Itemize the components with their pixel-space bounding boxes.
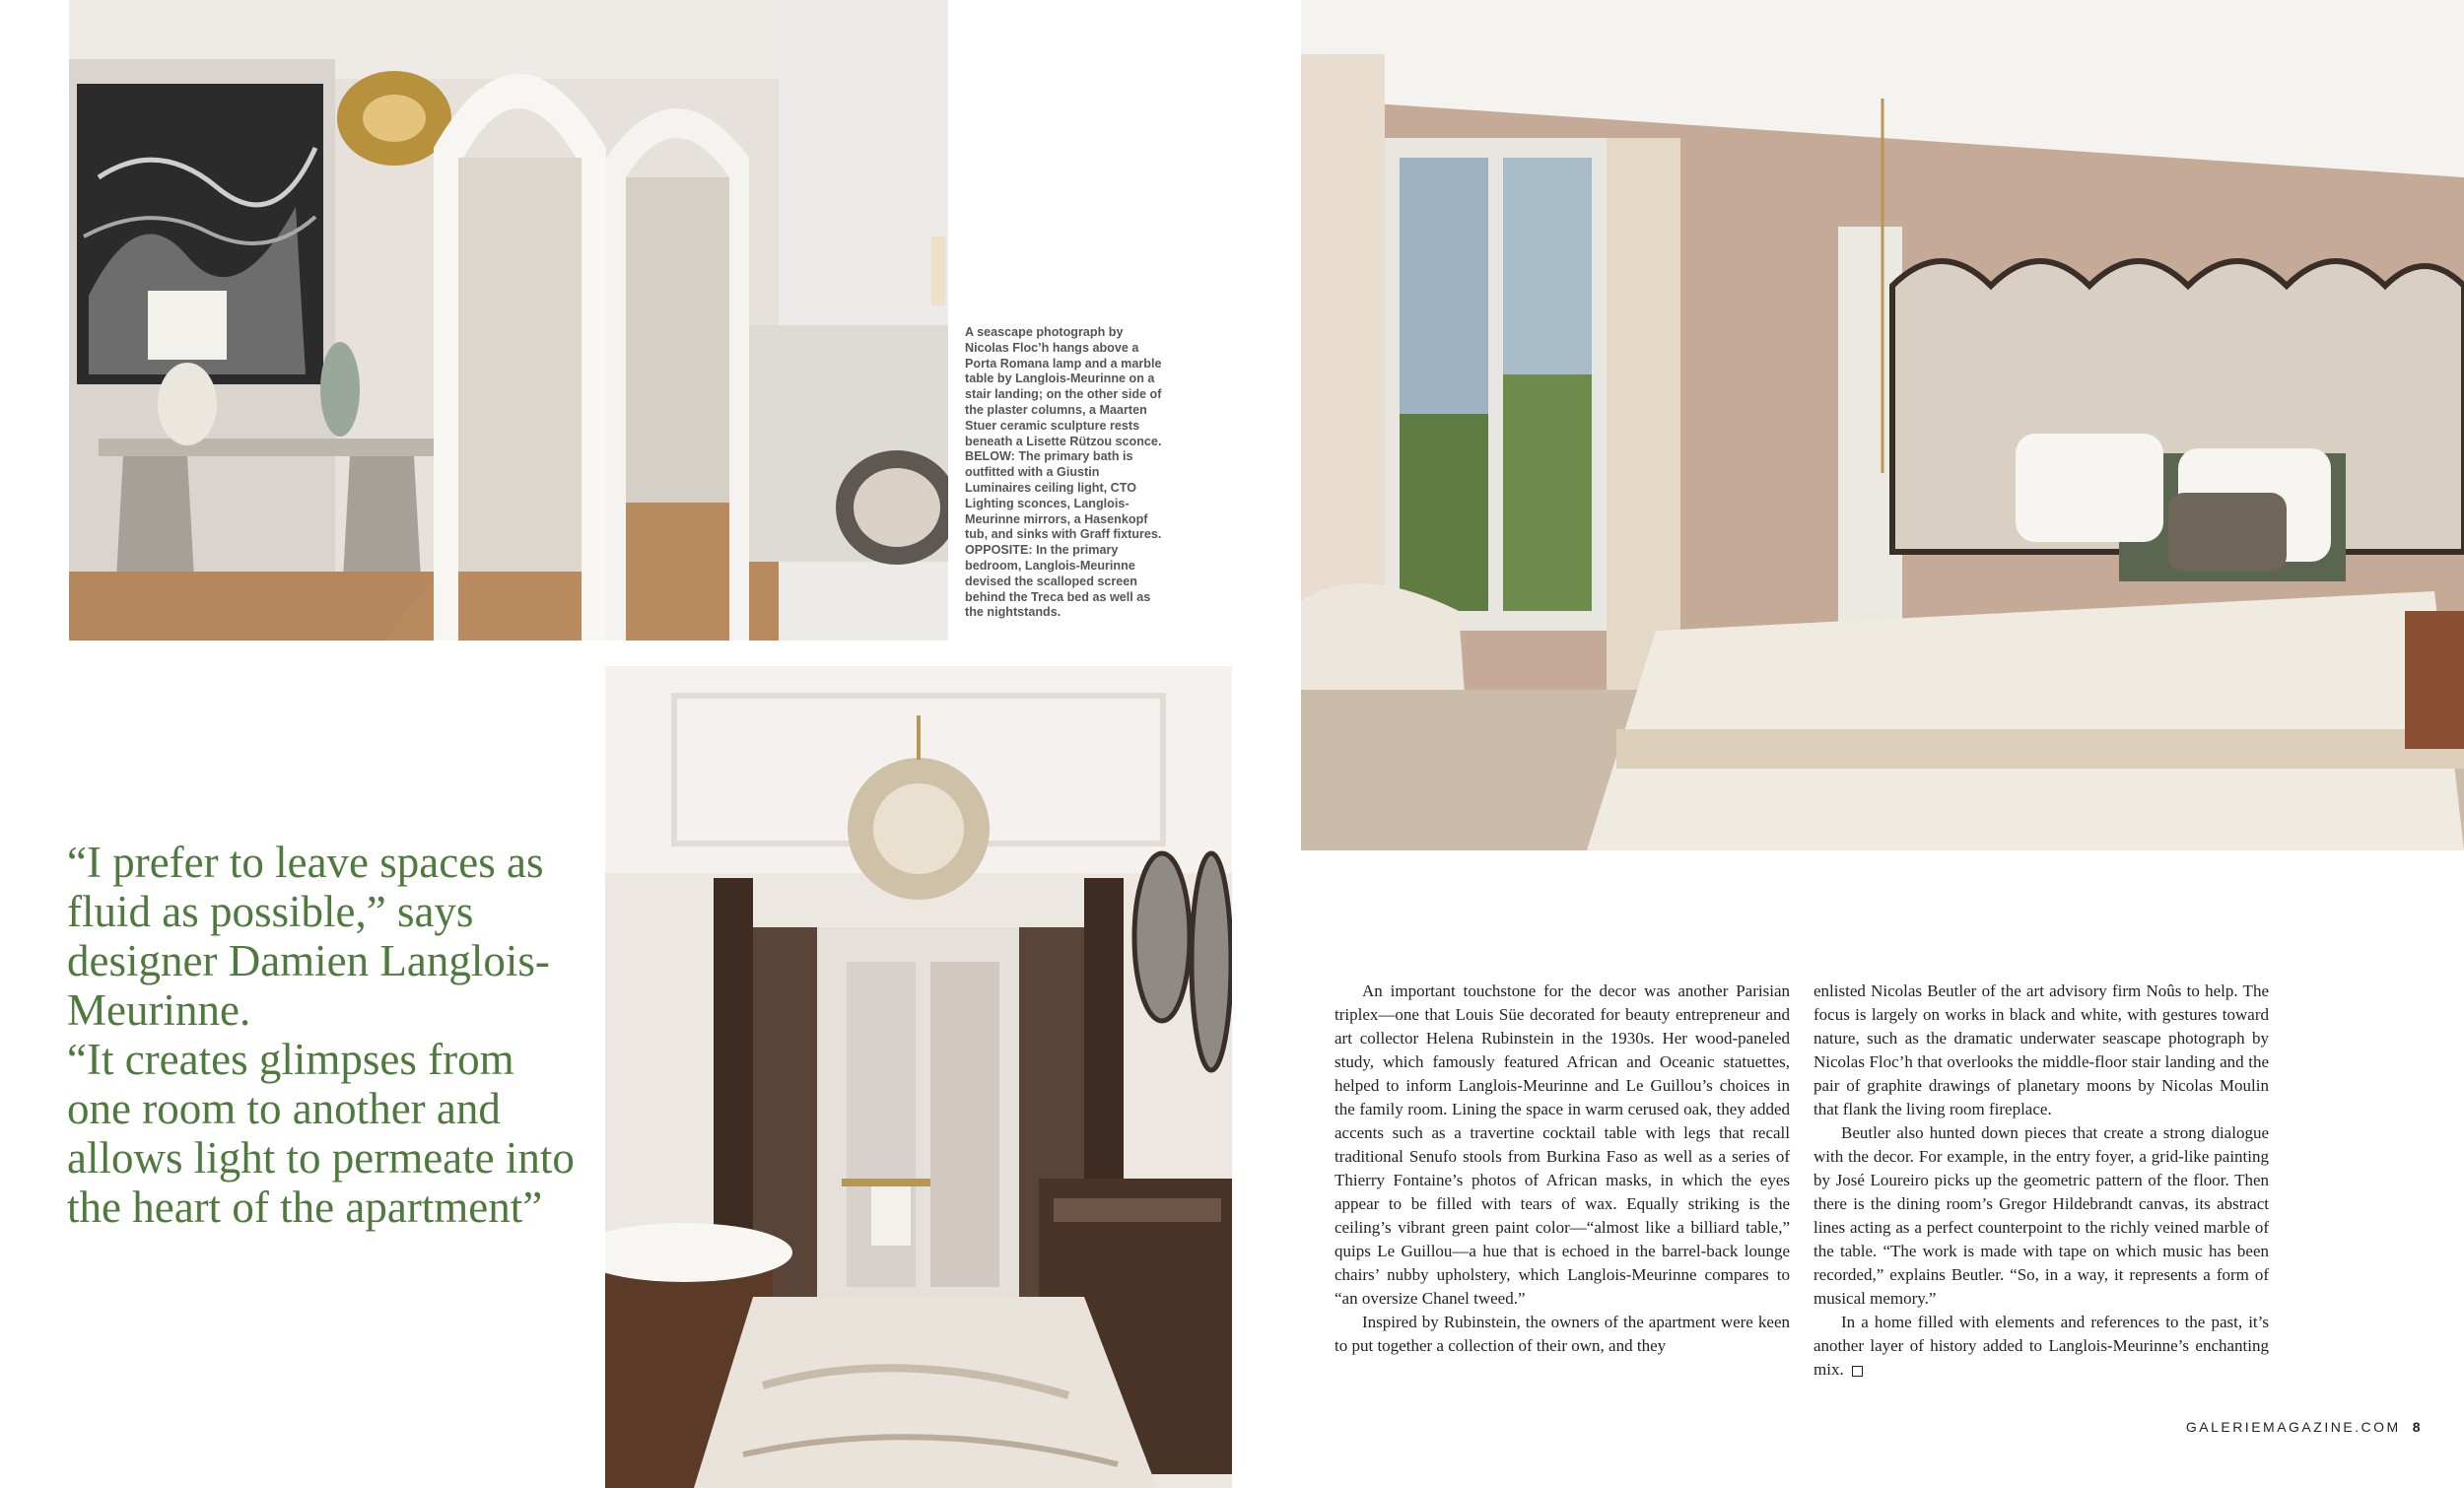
bathroom-photo	[605, 666, 1232, 1488]
bedroom-photo	[1301, 0, 2464, 850]
article-paragraph: Inspired by Rubinstein, the owners of the apartment were keen to put together a collection of their own, and they	[1335, 1313, 1790, 1355]
pull-quote-line-2: “It creates glimpses from one room to another and allows light to permeate into the heart of the apartment”	[67, 1035, 575, 1232]
article-paragraph-text: In a home filled with elements and references to the past, it’s another layer of history added to Langlois-Meurinne’s enchanting mix.	[1814, 1313, 2269, 1379]
pull-quote-line-1: “I prefer to leave spaces as fluid as possible,” says designer Damien Langlois-Meurinne.	[67, 838, 550, 1035]
article-paragraph: Beutler also hunted down pieces that create a strong dialogue with the decor. For example, in the entry foyer, a grid-like painting by José Loureiro picks up the geometric pattern of the floor. Then there is the dining room’s Gregor Hildebrandt canvas, its abstract lines acting as a perfect counterpoint to the richly veined marble of the table. “The work is made with tape on which music has been recorded,” explains Beutler. “So, in a way, it represents a form of musical memory.”	[1814, 1123, 2269, 1308]
article-column-right	[1814, 980, 2269, 1382]
article-column-left	[1335, 980, 1790, 1358]
photo-caption: A seascape photograph by Nicolas Floc’h hangs above a Porta Romana lamp and a marble table by Langlois-Meurinne on a stair landing; on the other side of the plaster columns, a Maarten Stuer ceramic sculpture rests beneath a Lisette Rützou sconce. BELOW: The primary bath is outfitted with a Giustin Luminaires ceiling light, CTO Lighting sconces, Langlois-Meurinne mirrors, a Hasenkopf tub, and sinks with Graff fixtures. OPPOSITE: In the primary bedroom, Langlois-Meurinne devised the scalloped screen behind the Treca bed as well as the nightstands.	[965, 325, 1162, 620]
page-footer	[2186, 1419, 2423, 1435]
magazine-url: GALERIEMAGAZINE.COM	[2185, 1419, 2401, 1435]
end-mark-icon	[1852, 1366, 1863, 1377]
article-paragraph-last	[1814, 1311, 2269, 1382]
article-paragraph: enlisted Nicolas Beutler of the art advisory firm Noûs to help. The focus is largely on works in black and white, with gestures toward nature, such as the dramatic underwater seascape photograph by Nicolas Floc’h that overlooks the middle-floor stair landing and the pair of graphite drawings of planetary moons by Nicolas Moulin that flank the living room fireplace.	[1814, 981, 2269, 1118]
page-number: 8	[2412, 1419, 2423, 1435]
article-paragraph: An important touchstone for the decor was another Parisian triplex—one that Louis Süe decorated for beauty entrepreneur and art collector Helena Rubinstein in the 1930s. Her wood-paneled study, which famously featured African and Oceanic statuettes, helped to inform Langlois-Meurinne and Le Guillou’s choices in the family room. Lining the space in warm cerused oak, they added accents such as a travertine cocktail table with legs that recall traditional Senufo stools from Burkina Faso as well as a series of Thierry Fontaine’s photos of African masks, in which the eyes appear to be filled with tears of wax. Equally striking is the ceiling’s vibrant green paint color—“almost like a billiard table,” quips Le Guillou—a hue that is echoed in the barrel-back lounge chairs’ nubby upholstery, which Langlois-Meurinne compares to “an oversize Chanel tweed.”	[1335, 981, 1790, 1308]
hallway-photo	[69, 0, 948, 641]
pull-quote	[67, 838, 580, 1232]
